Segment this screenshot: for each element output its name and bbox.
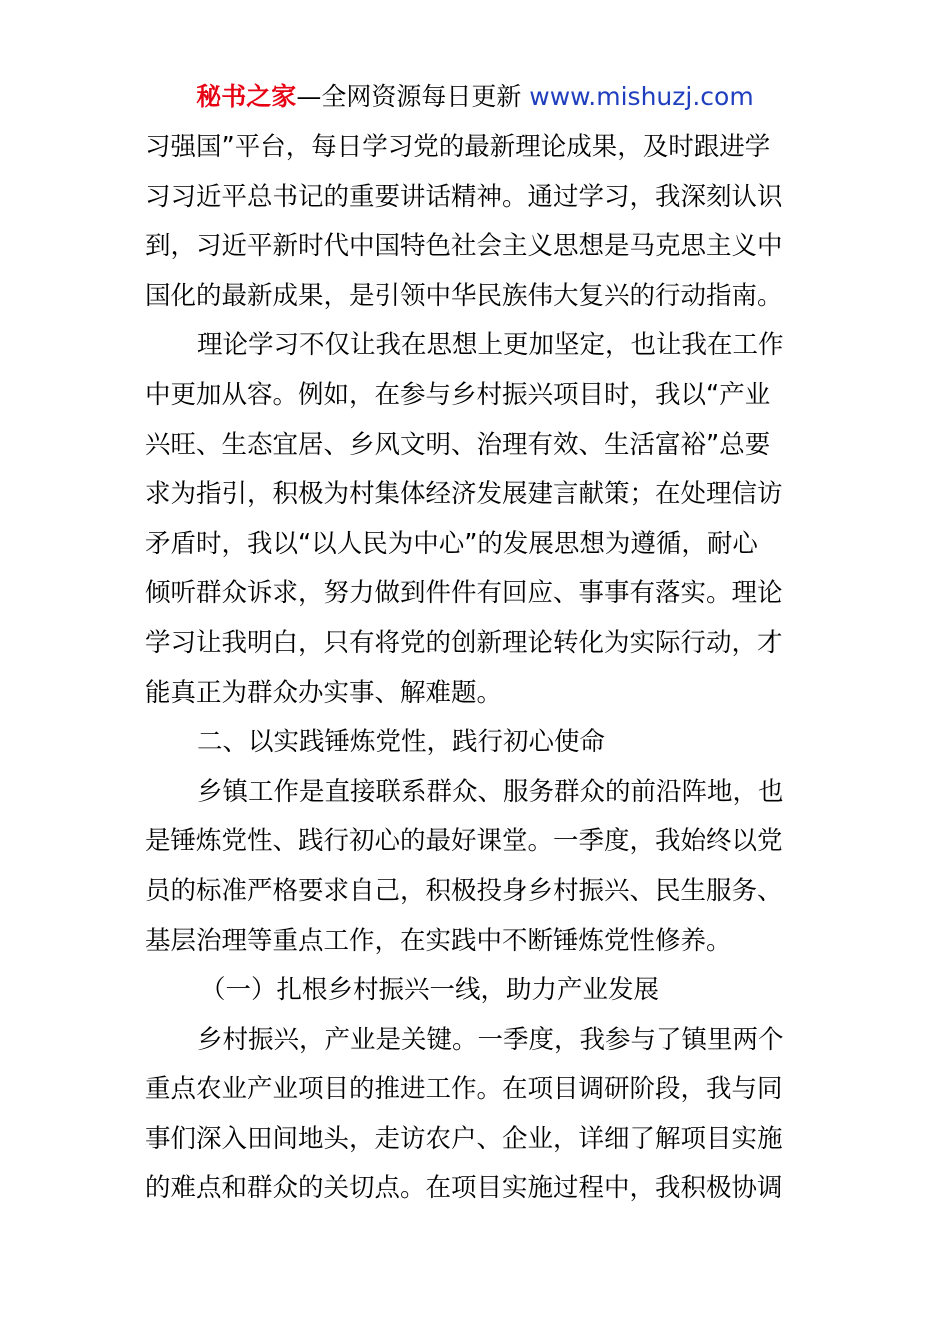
text-line: 的难点和群众的关切点。在项目实施过程中，我积极协调 (145, 1173, 783, 1204)
document-body (145, 123, 785, 1214)
text-line: 习强国”平台，每日学习党的最新理论成果，及时跟进学 (145, 132, 771, 162)
paragraph-first-line: 乡村振兴，产业是关键。一季度，我参与了镇里两个 (197, 1024, 784, 1055)
text-line: 国化的最新成果，是引领中华民族伟大复兴的行动指南。 (145, 280, 783, 311)
text-line: 倾听群众诉求，努力做到件件有回应、事事有落实。理论 (145, 578, 783, 609)
site-url-link[interactable]: www.mishuzj.com (529, 82, 754, 111)
text-line: 求为指引，积极为村集体经济发展建言献策；在处理信访 (145, 479, 783, 510)
text-line: 事们深入田间地头，走访农户、企业，详细了解项目实施 (145, 1123, 783, 1154)
text-line: 习习近平总书记的重要讲话精神。通过学习，我深刻认识 (145, 181, 783, 212)
text-line: 兴旺、生态宜居、乡风文明、治理有效、生活富裕”总要 (145, 429, 771, 460)
subsection-heading: （一）扎根乡村振兴一线，助力产业发展 (200, 975, 660, 1006)
text-line: 是锤炼党性、践行初心的最好课堂。一季度，我始终以党 (145, 826, 783, 857)
paragraph-first-line: 乡镇工作是直接联系群众、服务群众的前沿阵地，也 (197, 776, 784, 807)
paragraph-first-line: 理论学习不仅让我在思想上更加坚定，也让我在工作 (197, 330, 784, 361)
text-line: 能真正为群众办实事、解难题。 (145, 677, 503, 708)
text-line: 基层治理等重点工作，在实践中不断锤炼党性修养。 (145, 925, 732, 956)
text-line: 中更加从容。例如，在参与乡村振兴项目时，我以“产业 (145, 379, 771, 410)
site-brand: 秘书之家 (196, 82, 297, 111)
site-header (0, 80, 950, 114)
text-line: 重点农业产业项目的推进工作。在项目调研阶段，我与同 (145, 1074, 783, 1105)
text-line: 矛盾时，我以“以人民为中心”的发展思想为遵循，耐心 (145, 528, 758, 559)
text-line: 到，习近平新时代中国特色社会主义思想是马克思主义中 (145, 231, 783, 262)
text-line: 员的标准严格要求自己，积极投身乡村振兴、民生服务、 (145, 875, 783, 906)
site-tagline: —全网资源每日更新 (296, 82, 530, 111)
section-heading: 二、以实践锤炼党性，践行初心使命 (197, 727, 606, 758)
text-line: 学习让我明白，只有将党的创新理论转化为实际行动，才 (145, 627, 783, 658)
